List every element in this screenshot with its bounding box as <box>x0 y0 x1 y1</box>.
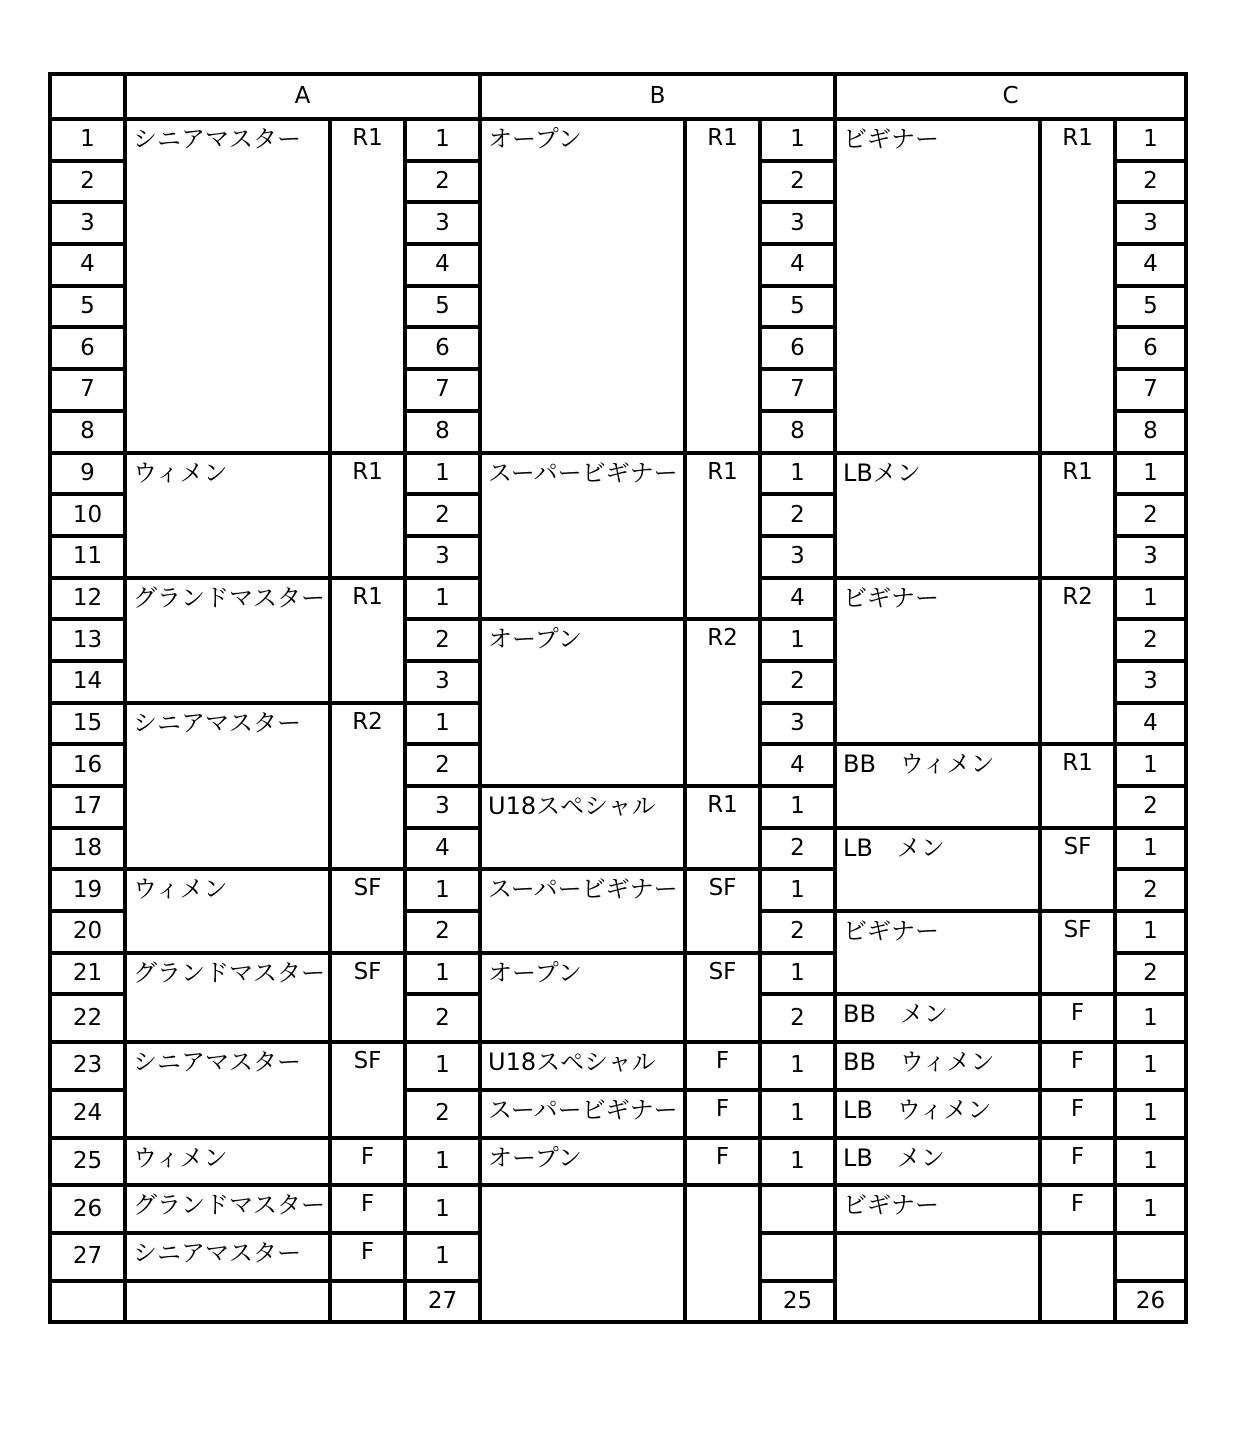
match-number: 2 <box>760 161 835 203</box>
match-number: 1 <box>405 953 480 995</box>
match-number: 4 <box>760 744 835 786</box>
slot-row <box>50 1138 1186 1186</box>
slot-number: 10 <box>50 494 125 536</box>
round-label: SF <box>1040 911 1115 994</box>
match-number: 2 <box>405 744 480 786</box>
match-number: 2 <box>405 494 480 536</box>
event-name: グランドマスター <box>125 953 330 1042</box>
match-number: 5 <box>405 286 480 328</box>
empty-cell <box>1115 1233 1186 1281</box>
event-name: シニアマスター <box>125 1042 330 1137</box>
match-number: 7 <box>1115 369 1186 411</box>
event-name: スーパービギナー <box>480 453 685 620</box>
round-label: R1 <box>1040 119 1115 453</box>
match-number: 2 <box>760 911 835 953</box>
event-name: LB メン <box>835 1138 1040 1186</box>
slot-row <box>50 1185 1186 1233</box>
match-number: 4 <box>405 828 480 870</box>
slot-number: 14 <box>50 661 125 703</box>
event-name: ビギナー <box>835 1185 1040 1233</box>
court-header-b: B <box>480 74 835 119</box>
match-number: 1 <box>1115 119 1186 161</box>
round-label: SF <box>1040 828 1115 911</box>
empty-cell <box>760 1233 835 1281</box>
match-number: 1 <box>760 869 835 911</box>
slot-row <box>50 119 1186 161</box>
round-label: SF <box>685 869 760 952</box>
match-number: 6 <box>760 327 835 369</box>
match-number: 6 <box>405 327 480 369</box>
match-number: 1 <box>405 869 480 911</box>
slot-number: 5 <box>50 286 125 328</box>
match-number: 5 <box>760 286 835 328</box>
round-label: R1 <box>685 786 760 869</box>
slot-number: 24 <box>50 1090 125 1138</box>
match-number: 1 <box>1115 453 1186 495</box>
event-name: LBメン <box>835 453 1040 578</box>
round-label: R1 <box>330 578 405 703</box>
match-number: 1 <box>1115 828 1186 870</box>
event-name: グランドマスター <box>125 578 330 703</box>
event-name: オープン <box>480 619 685 786</box>
corner-cell <box>50 74 125 119</box>
match-number: 2 <box>760 994 835 1042</box>
court-c-total: 26 <box>1115 1281 1186 1323</box>
match-number: 4 <box>760 578 835 620</box>
round-label: F <box>330 1138 405 1186</box>
round-label: R1 <box>1040 744 1115 827</box>
round-label: F <box>1040 1090 1115 1138</box>
slot-number: 26 <box>50 1185 125 1233</box>
empty-cell <box>480 1185 685 1322</box>
round-label: F <box>1040 1185 1115 1233</box>
match-number: 2 <box>760 494 835 536</box>
match-number: 1 <box>760 119 835 161</box>
match-number: 1 <box>760 786 835 828</box>
match-number: 3 <box>760 703 835 745</box>
slot-number: 21 <box>50 953 125 995</box>
match-number: 3 <box>760 536 835 578</box>
match-number: 1 <box>405 453 480 495</box>
match-number: 3 <box>405 661 480 703</box>
match-number: 1 <box>760 953 835 995</box>
event-name: U18スペシャル <box>480 786 685 869</box>
round-label: R1 <box>685 119 760 453</box>
empty-cell <box>125 1281 330 1323</box>
slot-number: 22 <box>50 994 125 1042</box>
slot-number: 2 <box>50 161 125 203</box>
match-number: 2 <box>760 828 835 870</box>
empty-cell <box>760 1185 835 1233</box>
match-number: 1 <box>760 1042 835 1090</box>
match-number: 1 <box>1115 1090 1186 1138</box>
match-number: 1 <box>1115 911 1186 953</box>
match-number: 1 <box>405 1233 480 1281</box>
slot-number: 1 <box>50 119 125 161</box>
match-number: 1 <box>760 1090 835 1138</box>
slot-number: 8 <box>50 411 125 453</box>
round-label: F <box>685 1090 760 1138</box>
match-number: 2 <box>405 994 480 1042</box>
match-number: 1 <box>1115 578 1186 620</box>
match-number: 7 <box>760 369 835 411</box>
match-number: 1 <box>405 578 480 620</box>
match-number: 4 <box>405 244 480 286</box>
event-name: LB メン <box>835 828 1040 911</box>
event-name: ビギナー <box>835 578 1040 745</box>
slot-number: 27 <box>50 1233 125 1281</box>
event-name: ビギナー <box>835 911 1040 994</box>
match-number: 4 <box>760 244 835 286</box>
slot-number: 25 <box>50 1138 125 1186</box>
match-number: 3 <box>1115 661 1186 703</box>
slot-number: 19 <box>50 869 125 911</box>
slot-number: 3 <box>50 202 125 244</box>
round-label: R2 <box>685 619 760 786</box>
match-number: 1 <box>405 1185 480 1233</box>
match-number: 1 <box>760 453 835 495</box>
match-number: 1 <box>405 703 480 745</box>
event-name: グランドマスター <box>125 1185 330 1233</box>
round-label: F <box>685 1042 760 1090</box>
empty-cell <box>50 1281 125 1323</box>
event-name: BB ウィメン <box>835 1042 1040 1090</box>
match-number: 2 <box>405 619 480 661</box>
match-number: 2 <box>1115 619 1186 661</box>
slot-number: 18 <box>50 828 125 870</box>
round-label: R1 <box>330 453 405 578</box>
round-label: SF <box>330 1042 405 1137</box>
match-number: 2 <box>1115 494 1186 536</box>
match-number: 2 <box>1115 786 1186 828</box>
slot-number: 15 <box>50 703 125 745</box>
event-name: シニアマスター <box>125 1233 330 1281</box>
slot-number: 16 <box>50 744 125 786</box>
match-number: 2 <box>1115 953 1186 995</box>
match-number: 3 <box>760 202 835 244</box>
slot-number: 17 <box>50 786 125 828</box>
court-header-c: C <box>835 74 1186 119</box>
round-label: F <box>1040 1042 1115 1090</box>
slot-number: 6 <box>50 327 125 369</box>
event-name: シニアマスター <box>125 703 330 870</box>
event-name: ウィメン <box>125 1138 330 1186</box>
match-number: 2 <box>405 1090 480 1138</box>
match-number: 2 <box>1115 869 1186 911</box>
header-row <box>50 74 1186 119</box>
round-label: R1 <box>1040 453 1115 578</box>
match-number: 7 <box>405 369 480 411</box>
event-name: U18スペシャル <box>480 1042 685 1090</box>
match-number: 8 <box>405 411 480 453</box>
round-label: SF <box>330 953 405 1042</box>
match-number: 1 <box>1115 1042 1186 1090</box>
event-name: オープン <box>480 119 685 453</box>
match-number: 2 <box>760 661 835 703</box>
slot-row <box>50 1042 1186 1090</box>
empty-cell <box>330 1281 405 1323</box>
match-number: 2 <box>405 911 480 953</box>
slot-number: 9 <box>50 453 125 495</box>
match-number: 4 <box>1115 244 1186 286</box>
empty-cell <box>835 1233 1040 1322</box>
match-number: 3 <box>1115 202 1186 244</box>
round-label: R1 <box>330 119 405 453</box>
event-name: オープン <box>480 1138 685 1186</box>
match-number: 3 <box>405 202 480 244</box>
round-label: F <box>330 1233 405 1281</box>
match-number: 2 <box>405 161 480 203</box>
match-number: 6 <box>1115 327 1186 369</box>
event-name: BB ウィメン <box>835 744 1040 827</box>
round-label: F <box>685 1138 760 1186</box>
slot-number: 20 <box>50 911 125 953</box>
round-label: R1 <box>685 453 760 620</box>
slot-number: 4 <box>50 244 125 286</box>
round-label: F <box>1040 1138 1115 1186</box>
slot-row <box>50 453 1186 495</box>
round-label: R2 <box>1040 578 1115 745</box>
event-name: LB ウィメン <box>835 1090 1040 1138</box>
match-number: 8 <box>1115 411 1186 453</box>
event-name: ウィメン <box>125 869 330 952</box>
event-name: スーパービギナー <box>480 1090 685 1138</box>
round-label: SF <box>685 953 760 1042</box>
event-name: オープン <box>480 953 685 1042</box>
slot-number: 23 <box>50 1042 125 1090</box>
match-number: 4 <box>1115 703 1186 745</box>
round-label: F <box>330 1185 405 1233</box>
court-header-a: A <box>125 74 480 119</box>
match-number: 3 <box>1115 536 1186 578</box>
match-number: 1 <box>405 119 480 161</box>
event-name: スーパービギナー <box>480 869 685 952</box>
round-label: F <box>1040 994 1115 1042</box>
match-number: 1 <box>760 619 835 661</box>
court-schedule-table <box>48 72 1188 1324</box>
empty-cell <box>1040 1233 1115 1322</box>
match-number: 3 <box>405 536 480 578</box>
event-name: シニアマスター <box>125 119 330 453</box>
match-number: 5 <box>1115 286 1186 328</box>
match-number: 1 <box>405 1042 480 1090</box>
slot-number: 12 <box>50 578 125 620</box>
empty-cell <box>685 1185 760 1322</box>
event-name: ビギナー <box>835 119 1040 453</box>
match-number: 1 <box>1115 994 1186 1042</box>
slot-number: 13 <box>50 619 125 661</box>
match-number: 1 <box>1115 1138 1186 1186</box>
court-b-total: 25 <box>760 1281 835 1323</box>
slot-number: 7 <box>50 369 125 411</box>
slot-number: 11 <box>50 536 125 578</box>
match-number: 1 <box>1115 1185 1186 1233</box>
court-a-total: 27 <box>405 1281 480 1323</box>
round-label: SF <box>330 869 405 952</box>
match-number: 1 <box>760 1138 835 1186</box>
match-number: 1 <box>1115 744 1186 786</box>
round-label: R2 <box>330 703 405 870</box>
match-number: 2 <box>1115 161 1186 203</box>
match-number: 8 <box>760 411 835 453</box>
event-name: ウィメン <box>125 453 330 578</box>
event-name: BB メン <box>835 994 1040 1042</box>
match-number: 1 <box>405 1138 480 1186</box>
match-number: 3 <box>405 786 480 828</box>
